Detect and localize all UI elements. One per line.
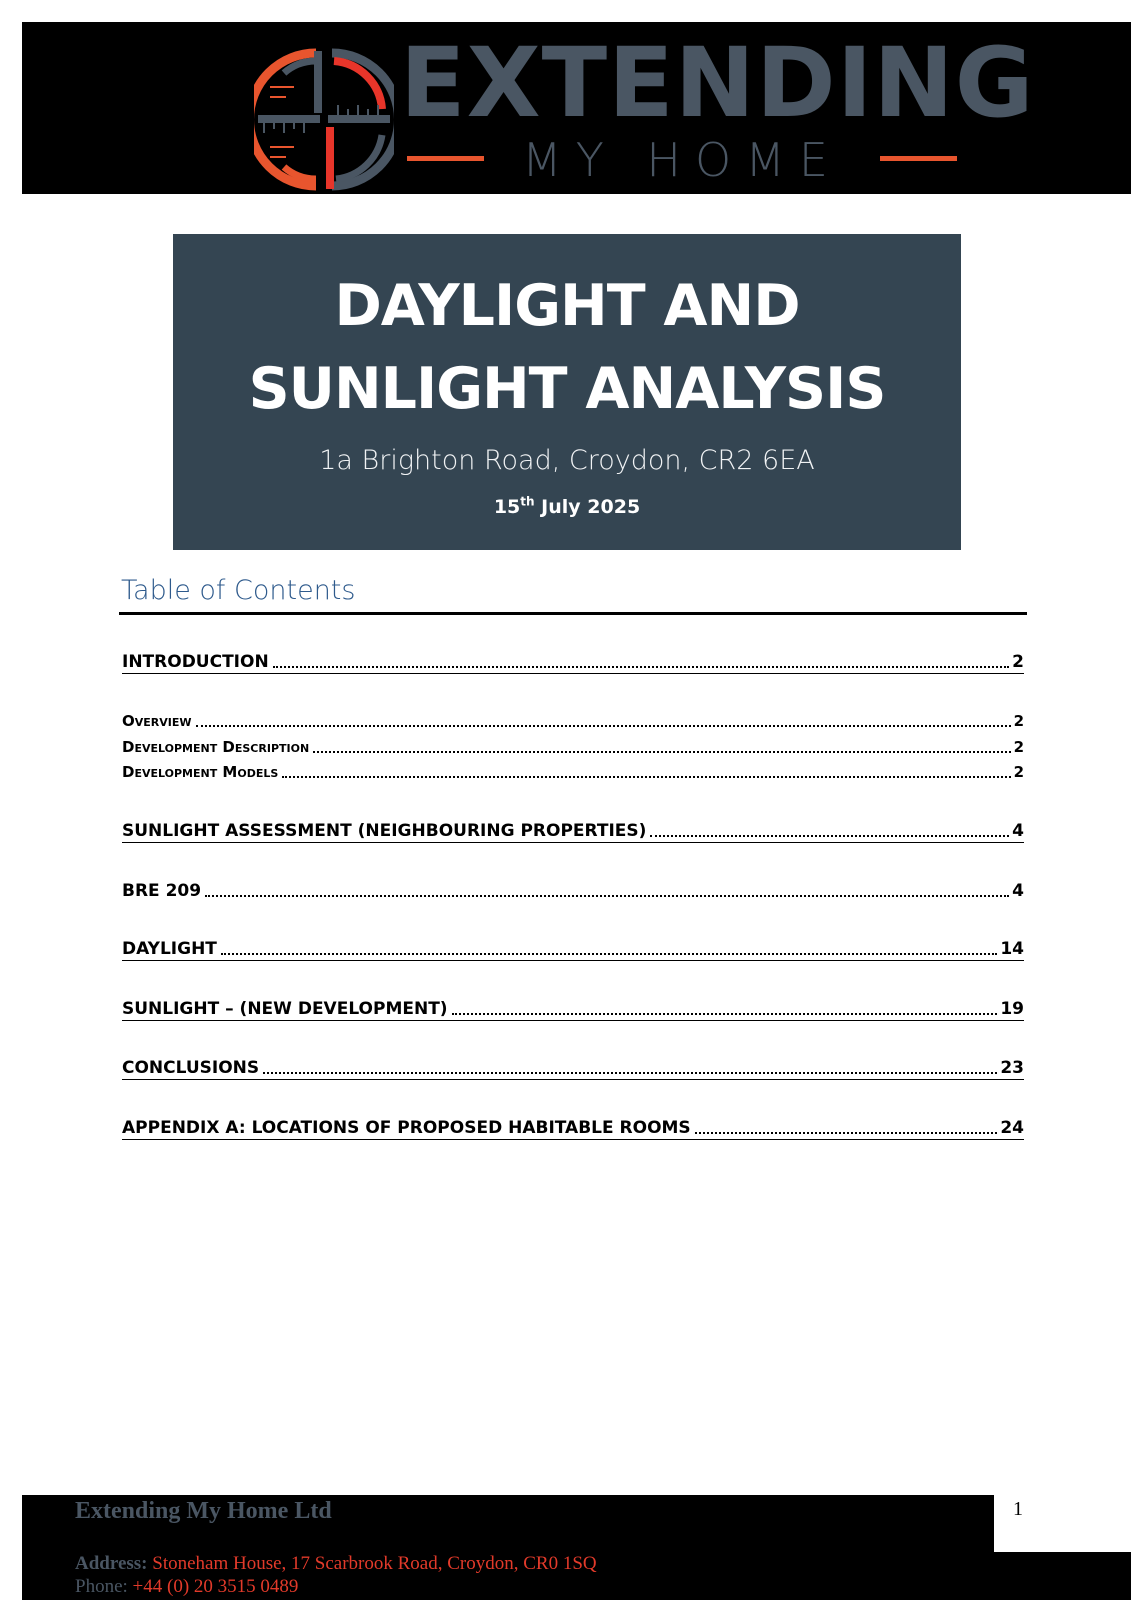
logo-wordmark: EXTENDING [400,27,1035,139]
toc-entry-sunlight-new-development[interactable]: SUNLIGHT – (NEW DEVELOPMENT) 19 [122,999,1024,1019]
toc-heading: Table of Contents [121,575,356,606]
logo-emblem-icon [254,47,394,192]
toc-entry-appendix-a[interactable]: APPENDIX A: LOCATIONS OF PROPOSED HABITABLE ROOMS 24 [122,1118,1024,1138]
report-title-line-2: SUNLIGHT ANALYSIS [248,356,886,422]
toc-entry-daylight[interactable]: DAYLIGHT 14 [122,939,1024,959]
footer-phone [75,1575,298,1599]
footer-address-value: Stoneham House, 17 Scarbrook Road, Croydon, CR0 1SQ [152,1553,597,1574]
toc-entry-conclusions[interactable]: CONCLUSIONS 23 [122,1058,1024,1078]
footer-address [75,1552,597,1576]
logo-subtitle: MY HOME [522,133,842,187]
logo-subline [402,132,962,188]
report-date: 15th July 2025 [493,494,641,518]
toc-entry-sunlight-assessment[interactable]: SUNLIGHT ASSESSMENT (NEIGHBOURING PROPERTIES) 4 [122,821,1024,841]
toc-divider [119,612,1027,615]
logo-dash-right [880,156,957,161]
footer-phone-value[interactable]: +44 (0) 20 3515 0489 [132,1576,299,1597]
header-banner [22,22,1131,194]
toc-entry-bre-209[interactable]: BRE 209 4 [122,881,1024,901]
footer-address-label: Address: [75,1553,148,1574]
logo-dash-left [407,156,484,161]
page-number: 1 [1013,1498,1023,1520]
title-box [173,234,961,550]
toc-entry-introduction[interactable]: INTRODUCTION 2 [122,652,1024,672]
footer-phone-label: Phone: [75,1576,128,1597]
toc-entry-development-models[interactable]: Development Models 2 [122,763,1024,781]
toc-entry-development-description[interactable]: Development Description 2 [122,738,1024,756]
footer-company-name: Extending My Home Ltd [75,1498,332,1524]
toc-entry-overview[interactable]: Overview 2 [122,712,1024,730]
report-title-line-1: DAYLIGHT AND [334,273,800,339]
site-address: 1a Brighton Road, Croydon, CR2 6EA [319,445,815,476]
